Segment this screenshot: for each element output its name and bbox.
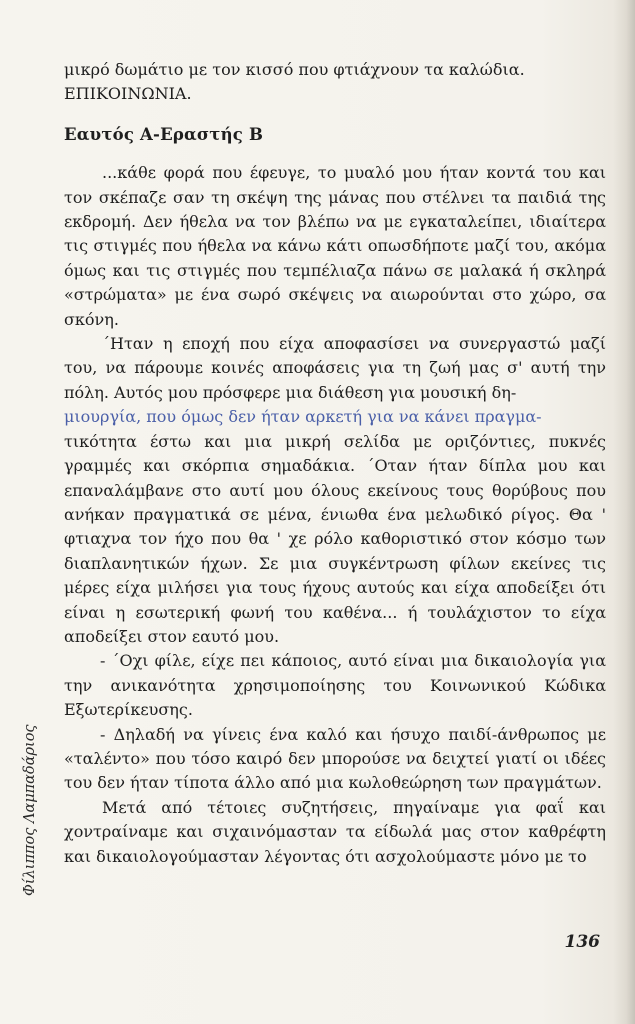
page-edge-shadow <box>613 0 635 1024</box>
opening-line: ΕΠΙΚΟΙΝΩΝΙΑ. <box>64 84 192 104</box>
dialogue-paragraph: - Δηλαδή να γίνεις ένα καλό και ήσυχο παιδί-άνθρωπος με «ταλέντο» που τόσο καιρό δεν μπορούσε να δειχτεί γιατί οι ιδέες του δεν ήταν τίποτα άλλο από μια κωλοθεώρηση των πραγμάτων. <box>64 724 606 793</box>
paragraph: Μετά από τέτοιες συζητήσεις, πηγαίναμε για φαΐ και χοντραίναμε και σιχαινόμασταν τα είδωλά μας στον καθρέφτη και δικαιολογούμασταν λέγοντας ότι ασχολούμαστε μόνο με το <box>64 797 606 866</box>
paragraph: τικότητα έστω και μια μικρή σελίδα με οριζόντιες, πυκνές γραμμές και σκόρπια σημαδάκια. ΄Οταν ήταν δίπλα μου και επαναλάμβανε στο αυτί μου όλους εκείνους τους θορύβους που ανήκαν πραγματικά σε μένα, ένιωθα ένα μελωδικό ρίγος. Θα ' φτιαχνα τον ήχο που θα ' χε ρόλο καθοριστικό στον κόσμο των διαπλανητικών ήχων. Σε μια συγκέντρωση φίλων εκείνες τις μέρες είχα μιλήσει για τους ήχους αυτούς και είχα αποδείξει ότι είναι η εσωτερική φωνή του καθένα... ή τουλάχιστον το είχα αποδείξει στον εαυτό μου. <box>64 431 606 646</box>
paragraph: ΄Ηταν η εποχή που είχα αποφασίσει να συνεργαστώ μαζί του, να πάρουμε κοινές αποφάσεις για τη ζωή μας σ' αυτή την πόλη. Αυτός μου πρόσφερε μια διάθεση για μουσική δη- <box>64 334 606 402</box>
running-author-name: Φίλιππος Λαμπαδάριος <box>22 724 38 896</box>
page-number: 136 <box>564 932 600 952</box>
opening-line: μικρό δωμάτιο με τον κισσό που φτιάχνουν τα καλώδια. <box>64 60 525 79</box>
section-heading: Εαυτός Α-Εραστής Β <box>64 124 264 144</box>
page-body <box>64 58 606 869</box>
dialogue-paragraph: - ΄Οχι φίλε, είχε πει κάποιος, αυτό είναι μια δικαιολογία για την ανικανότητα χρησιμοποίησης του Κοινωνικού Κώδικα Εξωτερίκευσης. <box>64 651 606 720</box>
paragraph: ...κάθε φορά που έφευγε, το μυαλό μου ήταν κοντά του και τον σκέπαζε σαν τη σκέψη της μάνας που στέλνει τα παιδιά της εκδρομή. Δεν ήθελα να τον βλέπω να με εγκαταλείπει, ιδιαίτερα τις στιγμές που ήθελα να κάνω κάτι οπωσδήποτε μαζί του, ακόμα όμως και τις στιγμές που τεμπέλιαζα πάνω σε μαλακά ή σκληρά «στρώματα» με ένα σωρό σκέψεις να αιωρούνται στο χώρο, σα σκόνη. <box>64 163 606 329</box>
marked-line: μιουργία, που όμως δεν ήταν αρκετή για να κάνει πραγμα- <box>64 407 542 427</box>
